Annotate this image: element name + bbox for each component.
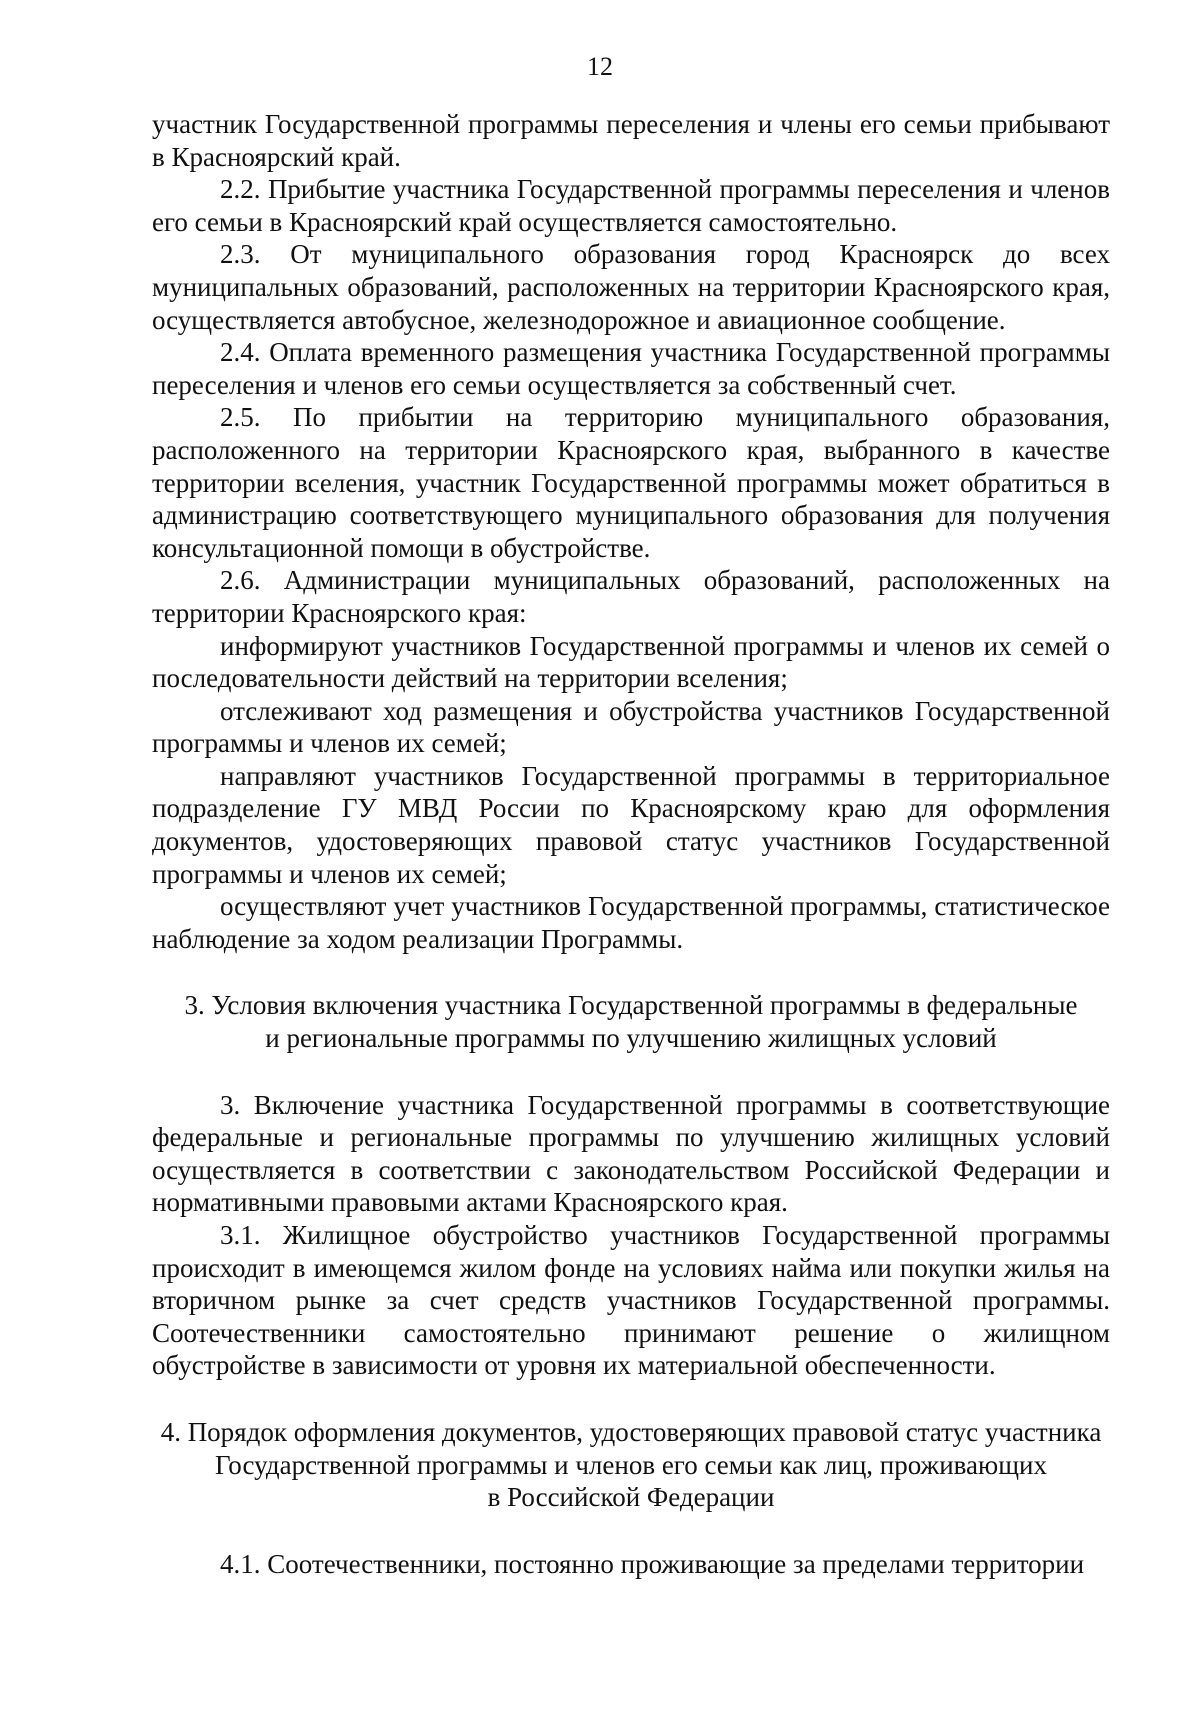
list-item-direct: направляют участников Государственной программы в территориальное подразделение ГУ МВД России по Красноярскому краю для оформления документов, удостоверяющих правовой статус участников Государственной программы и членов их семей; — [152, 760, 1110, 889]
section-4-heading-line: 4. Порядок оформления документов, удостоверяющих правовой статус участника — [160, 1416, 1102, 1447]
paragraph-2-6: 2.6. Администрации муниципальных образований, расположенных на территории Красноярского края: — [152, 565, 1110, 628]
section-3-heading — [152, 989, 1110, 1054]
paragraph-3-1: 3.1. Жилищное обустройство участников Государственной программы происходит в имеющемся жилом фонде на условиях найма или покупки жилья на вторичном рынке за счет средств участников Государственной программы. Соотечественники самостоятельно принимают решение о жилищном обустройстве в зависимости от уровня их материальной обеспеченности. — [152, 1220, 1110, 1381]
list-item-monitor: отслеживают ход размещения и обустройства участников Государственной программы и членов их семей; — [152, 695, 1110, 759]
paragraph-2-5: 2.5. По прибытии на территорию муниципального образования, расположенного на территории Красноярского края, выбранного в качестве территории вселения, участник Государственной программы может обратиться в администрацию соответствующего муниципального образования для получения консультационной помощи в обустройстве. — [152, 402, 1110, 563]
paragraph-2-2: 2.2. Прибытие участника Государственной программы переселения и членов его семьи в Красноярский край осуществляется самостоятельно. — [152, 174, 1110, 237]
document-body — [152, 108, 1110, 1580]
section-3-heading-line: 3. Условия включения участника Государственной программы в федеральные — [184, 990, 1078, 1021]
paragraph-3: 3. Включение участника Государственной программы в соответствующие федеральные и региональные программы по улучшению жилищных условий осуществляется в соответствии с законодательством Российской Федерации и нормативными правовыми актами Красноярского края. — [152, 1089, 1110, 1218]
paragraph-continuation: участник Государственной программы переселения и члены его семьи прибывают в Красноярский край. — [152, 109, 1110, 172]
paragraph-4-1: 4.1. Соотечественники, постоянно проживающие за пределами территории — [220, 1548, 1085, 1579]
section-4-heading — [152, 1416, 1110, 1514]
paragraph-2-4: 2.4. Оплата временного размещения участника Государственной программы переселения и членов его семьи осуществляется за собственный счет. — [152, 337, 1110, 400]
section-4-heading-line: Государственной программы и членов его семьи как лиц, проживающих — [215, 1449, 1047, 1480]
list-item-inform: информируют участников Государственной программы и членов их семей о последовательности действий на территории вселения; — [152, 630, 1110, 694]
section-4-heading-line: в Российской Федерации — [487, 1482, 775, 1513]
paragraph-2-3: 2.3. От муниципального образования город Красноярск до всех муниципальных образований, расположенных на территории Красноярского края, осуществляется автобусное, железнодорожное и авиационное сообщение. — [152, 239, 1110, 335]
section-3-heading-line: и региональные программы по улучшению жилищных условий — [265, 1023, 997, 1054]
page-number: 12 — [587, 52, 613, 81]
list-item-record: осуществляют учет участников Государственной программы, статистическое наблюдение за ходом реализации Программы. — [152, 891, 1110, 954]
